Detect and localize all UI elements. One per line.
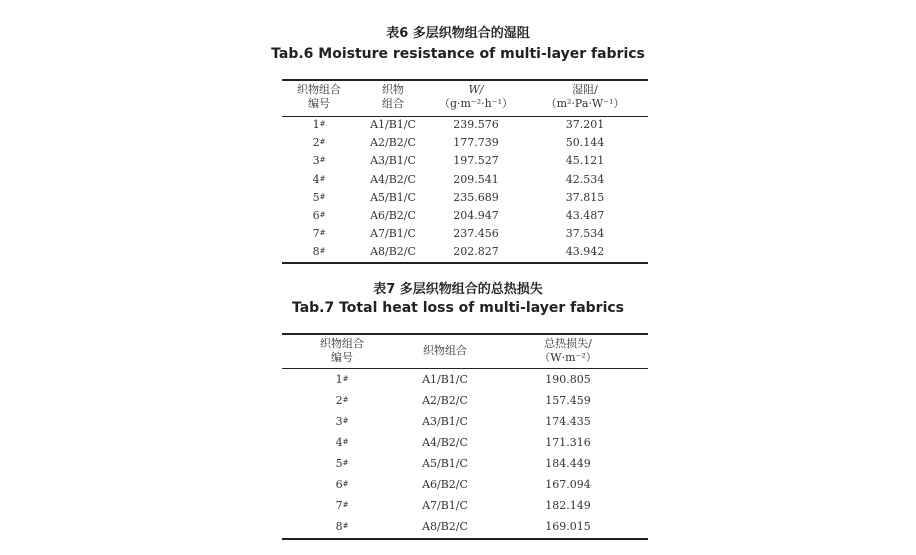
table6-header-no: [282, 83, 356, 111]
row-mark: #: [319, 156, 326, 165]
table7-row-6-no: [282, 478, 402, 492]
table6-row-5-w: 235.689: [453, 190, 499, 204]
table7-bottom-rule: [282, 538, 648, 540]
table7-row-7-no-value: 7: [335, 499, 343, 512]
table7-header-heat-line2: （W·m⁻²）: [539, 351, 597, 364]
table6-header-r-line2: （m²·Pa·W⁻¹）: [545, 97, 625, 110]
table6-header-w: [430, 83, 522, 111]
row-mark: #: [342, 522, 349, 530]
table7-row-3-combo: A3/B1/C: [422, 415, 468, 428]
table6-row-1-no-value: 1: [312, 118, 320, 131]
table6-header-combo: [356, 83, 430, 111]
table7-row-8-no-value: 8: [335, 520, 343, 533]
table6-row-1-resistance: 37.201: [565, 118, 605, 131]
table6-row-7-no: [282, 227, 356, 241]
table7-caption-zh: 表7 多层织物组合的总热损失: [373, 282, 543, 297]
table6-row-1-combo: A1/B1/C: [370, 118, 416, 131]
table7-header-no: [282, 337, 402, 365]
table6-row-2-resistance: 50.144: [565, 136, 605, 150]
table6-row-8-no: [282, 245, 356, 259]
table7-row-6-no-value: 6: [335, 478, 343, 491]
table7-row-3-heat: 174.435: [545, 415, 591, 428]
row-mark: #: [342, 459, 349, 467]
table6-row-2-no-value: 2: [312, 136, 320, 150]
table6-row-7-w: 237.456: [453, 227, 499, 241]
table6-header-resistance: [522, 83, 648, 111]
row-mark: #: [319, 138, 326, 147]
table6-row-8-resistance: 43.942: [565, 245, 605, 259]
table7-row-1-no: [282, 373, 402, 387]
table7-row-8-heat: 169.015: [545, 520, 591, 533]
row-mark: #: [342, 375, 349, 383]
table6-top-rule: [282, 79, 648, 81]
table7-row-7-no: [282, 499, 402, 513]
table6-row-4-no-value: 4: [312, 172, 320, 186]
row-mark: #: [319, 229, 326, 238]
table6-row-1-no: [282, 118, 356, 132]
row-mark: #: [319, 192, 326, 201]
row-mark: #: [319, 174, 326, 183]
table7-row-3-no: [282, 415, 402, 429]
row-mark: #: [342, 501, 349, 509]
table6-row-5-resistance: 37.815: [565, 190, 605, 204]
table6-row-7-resistance: 37.534: [565, 227, 605, 241]
table6-row-1-w: 239.576: [453, 118, 499, 131]
table7-row-8-no: [282, 520, 402, 534]
row-mark: #: [319, 211, 326, 219]
table6-row-5-combo: A5/B1/C: [370, 190, 416, 204]
row-mark: #: [342, 417, 349, 425]
table7-header-no-line2: 编号: [331, 351, 353, 364]
table6-row-3-combo: A3/B1/C: [370, 154, 416, 168]
table6-row-6-resistance: 43.487: [565, 209, 605, 222]
table6-row-6-combo: A6/B2/C: [370, 209, 416, 222]
table6-header-r-line1: 湿阻/: [572, 83, 598, 96]
table6-row-6-no-value: 6: [312, 209, 320, 222]
row-mark: #: [319, 247, 326, 256]
table6-row-5-no: [282, 191, 356, 205]
table6-row-4-combo: A4/B2/C: [370, 172, 416, 186]
table6-header-w-line2: （g·m⁻²·h⁻¹）: [439, 97, 513, 110]
table7-row-6-heat: 167.094: [545, 478, 591, 491]
table7-header-heat-line1: 总热损失/: [544, 337, 592, 350]
table6-caption-en: Tab.6 Moisture resistance of multi-layer fabrics: [271, 46, 645, 62]
table7-row-1-heat: 190.805: [545, 373, 591, 386]
table7-caption-en: Tab.7 Total heat loss of multi-layer fabrics: [291, 300, 625, 316]
table6-row-6-w: 204.947: [453, 209, 499, 222]
table6-row-8-no-value: 8: [312, 245, 320, 259]
table6-row-2-w: 177.739: [453, 136, 499, 150]
table7-row-5-heat: 184.449: [545, 457, 591, 470]
row-mark: #: [342, 438, 349, 446]
table6-bottom-rule: [282, 262, 648, 264]
table6-row-8-w: 202.827: [453, 245, 499, 259]
table7-top-rule: [282, 333, 648, 335]
table7-row-7-heat: 182.149: [545, 499, 591, 512]
table7-row-8-combo: A8/B2/C: [422, 520, 468, 533]
table6-row-4-resistance: 42.534: [565, 172, 605, 186]
table7-row-5-no: [282, 457, 402, 471]
table7-row-3-no-value: 3: [335, 415, 343, 428]
table6-header-no-line1: 织物组合: [297, 83, 341, 96]
table6-header-rule: [282, 116, 648, 117]
table6-row-5-no-value: 5: [312, 190, 320, 204]
table6-row-6-no: [282, 209, 356, 223]
table6-header-combo-line2: 组合: [382, 97, 404, 110]
table6-header-no-line2: 编号: [308, 97, 330, 110]
table7-row-1-combo: A1/B1/C: [422, 373, 468, 386]
row-mark: #: [342, 480, 349, 488]
row-mark: #: [319, 120, 326, 128]
table7-row-5-combo: A5/B1/C: [422, 457, 468, 470]
table6-row-3-resistance: 45.121: [565, 154, 605, 168]
table6-row-7-no-value: 7: [312, 227, 320, 241]
table7-row-7-combo: A7/B1/C: [422, 499, 468, 512]
table6-row-3-w: 197.527: [453, 154, 499, 168]
table6-row-2-no: [282, 136, 356, 150]
row-mark: #: [342, 396, 349, 404]
table7-row-4-no: [282, 436, 402, 450]
table6-row-3-no-value: 3: [312, 154, 320, 168]
table7-row-5-no-value: 5: [335, 457, 343, 470]
table7-row-4-heat: 171.316: [545, 436, 591, 449]
table6-row-4-no: [282, 173, 356, 187]
table7-header-heat: [488, 337, 648, 365]
table7-header-combo: 织物组合: [423, 344, 467, 357]
table7-row-2-combo: A2/B2/C: [422, 394, 468, 407]
table6-row-4-w: 209.541: [453, 172, 499, 186]
table7-header-no-line1: 织物组合: [320, 337, 364, 350]
table7-row-2-heat: 157.459: [545, 394, 591, 407]
table6-header-combo-line1: 织物: [382, 83, 404, 96]
table7-row-2-no-value: 2: [335, 394, 343, 407]
table6-row-7-combo: A7/B1/C: [370, 227, 416, 241]
table6-row-2-combo: A2/B2/C: [370, 136, 416, 150]
table7-row-4-combo: A4/B2/C: [422, 436, 468, 449]
table6-row-8-combo: A8/B2/C: [370, 245, 416, 259]
table7-row-4-no-value: 4: [335, 436, 343, 449]
table7-header-rule: [282, 368, 648, 369]
table6-row-3-no: [282, 154, 356, 168]
table6-caption-zh: 表6 多层织物组合的湿阻: [386, 26, 530, 41]
table7-row-6-combo: A6/B2/C: [422, 478, 468, 491]
table6-header-w-line1: W/: [468, 83, 484, 96]
table7-row-2-no: [282, 394, 402, 408]
table7-row-1-no-value: 1: [335, 373, 343, 386]
